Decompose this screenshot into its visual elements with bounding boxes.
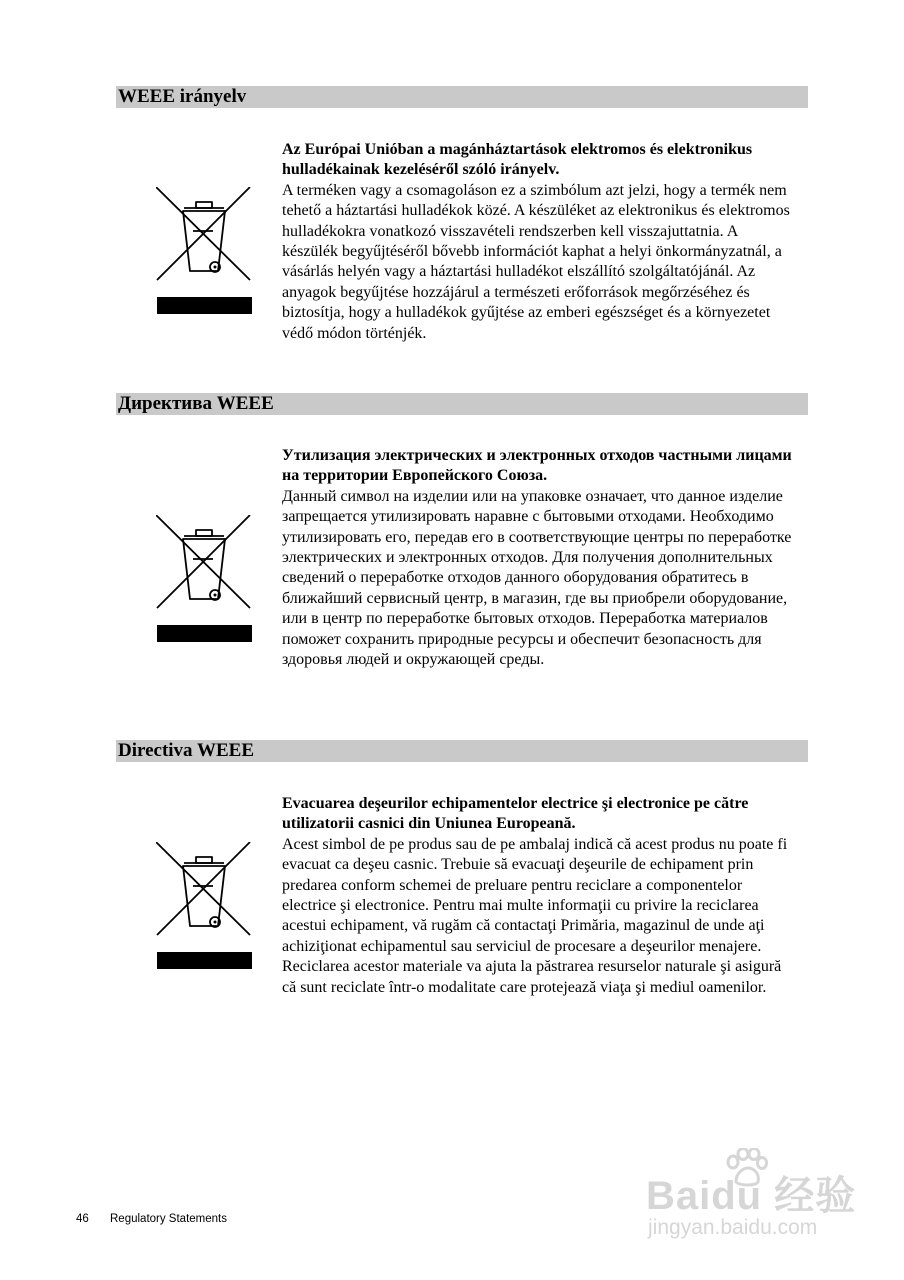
baidu-watermark [646, 1148, 876, 1248]
weee-crossed-bin-icon [156, 515, 252, 642]
section-header-hungarian: WEEE irányelv [116, 86, 808, 108]
section-body: Acest simbol de pe produs sau de pe ambalaj indică că acest produs nu poate fi evacuat ca deşeu casnic. Trebuie să evacuaţi deşeurile de echipament prin predarea conform schemei de preluare pentru reciclare a componentelor electrice şi electronice. Pentru mai multe informaţii cu privire la reciclarea acestui echipament, vă rugăm că contactaţi Primăria, magazinul de unde aţi achiziţionat echipamentul sau serviciul de procesare a deşeurilor menajere. Reciclarea acestor materiale va ajuta la păstrarea resurselor naturale şi asigură că sunt reciclate într-o modalitate care protejează viaţa şi mediul oamenilor. [282, 835, 788, 996]
section-text-russian [282, 446, 792, 670]
footer-title: Regulatory Statements [110, 1213, 227, 1225]
section-body: Данный символ на изделии или на упаковке означает, что данное изделие запрещается утилизировать наравне с бытовыми отходами. Необходимо утилизировать его, передав его в соответствующие центры по переработке электрических и электронных отходов. Для получения дополнительных сведений о переработке отходов данного оборудования обратитесь в ближайший сервисный центр, в магазин, где вы приобрели оборудование, или в центр по переработке бытовых отходов. Переработка материалов поможет сохранить природные ресурсы и обеспечит безопасность для здоровья людей и окружающей среды. [282, 487, 792, 669]
section-text-romanian [282, 794, 792, 998]
weee-crossed-bin-icon [156, 187, 252, 314]
section-subtitle: Утилизация электрических и электронных отходов частными лицами на территории Европейского Союза. [282, 447, 792, 485]
watermark-logo: Baidu 经验 [646, 1174, 857, 1218]
section-header-russian: Директива WEEE [116, 393, 808, 415]
section-header-romanian: Directiva WEEE [116, 740, 808, 762]
watermark-url: jingyan.baidu.com [648, 1216, 818, 1239]
section-subtitle: Az Európai Unióban a magánháztartások elektromos és elektronikus hulladékainak kezeléséről szóló irányelv. [282, 141, 753, 179]
section-body: A terméken vagy a csomagoláson ez a szimbólum azt jelzi, hogy a termék nem tehető a háztartási hulladékok közé. A készüléket az elektronikus és elektromos hulladékokra vonatkozó visszavételi rendszerben kell visszajuttatnia. A készülék begyűjtéséről bővebb információt kaphat a helyi önkormányzatnál, a vásárlás helyén vagy a háztartási hulladékot elszállító szolgáltatójánál. Az anyagok begyűjtése hozzájárul a természeti erőforrások megőrzéséhez és biztosítja, hogy a hulladékok gyűjtése az emberi egészséget és a környezetet védő módon történjék. [282, 181, 790, 342]
page-number: 46 [76, 1213, 89, 1225]
page-footer [76, 1212, 227, 1226]
section-subtitle: Evacuarea deşeurilor echipamentelor electrice şi electronice pe către utilizatorii casnici din Uniunea Europeană. [282, 795, 749, 833]
section-text-hungarian [282, 140, 792, 344]
weee-crossed-bin-icon [156, 842, 252, 969]
